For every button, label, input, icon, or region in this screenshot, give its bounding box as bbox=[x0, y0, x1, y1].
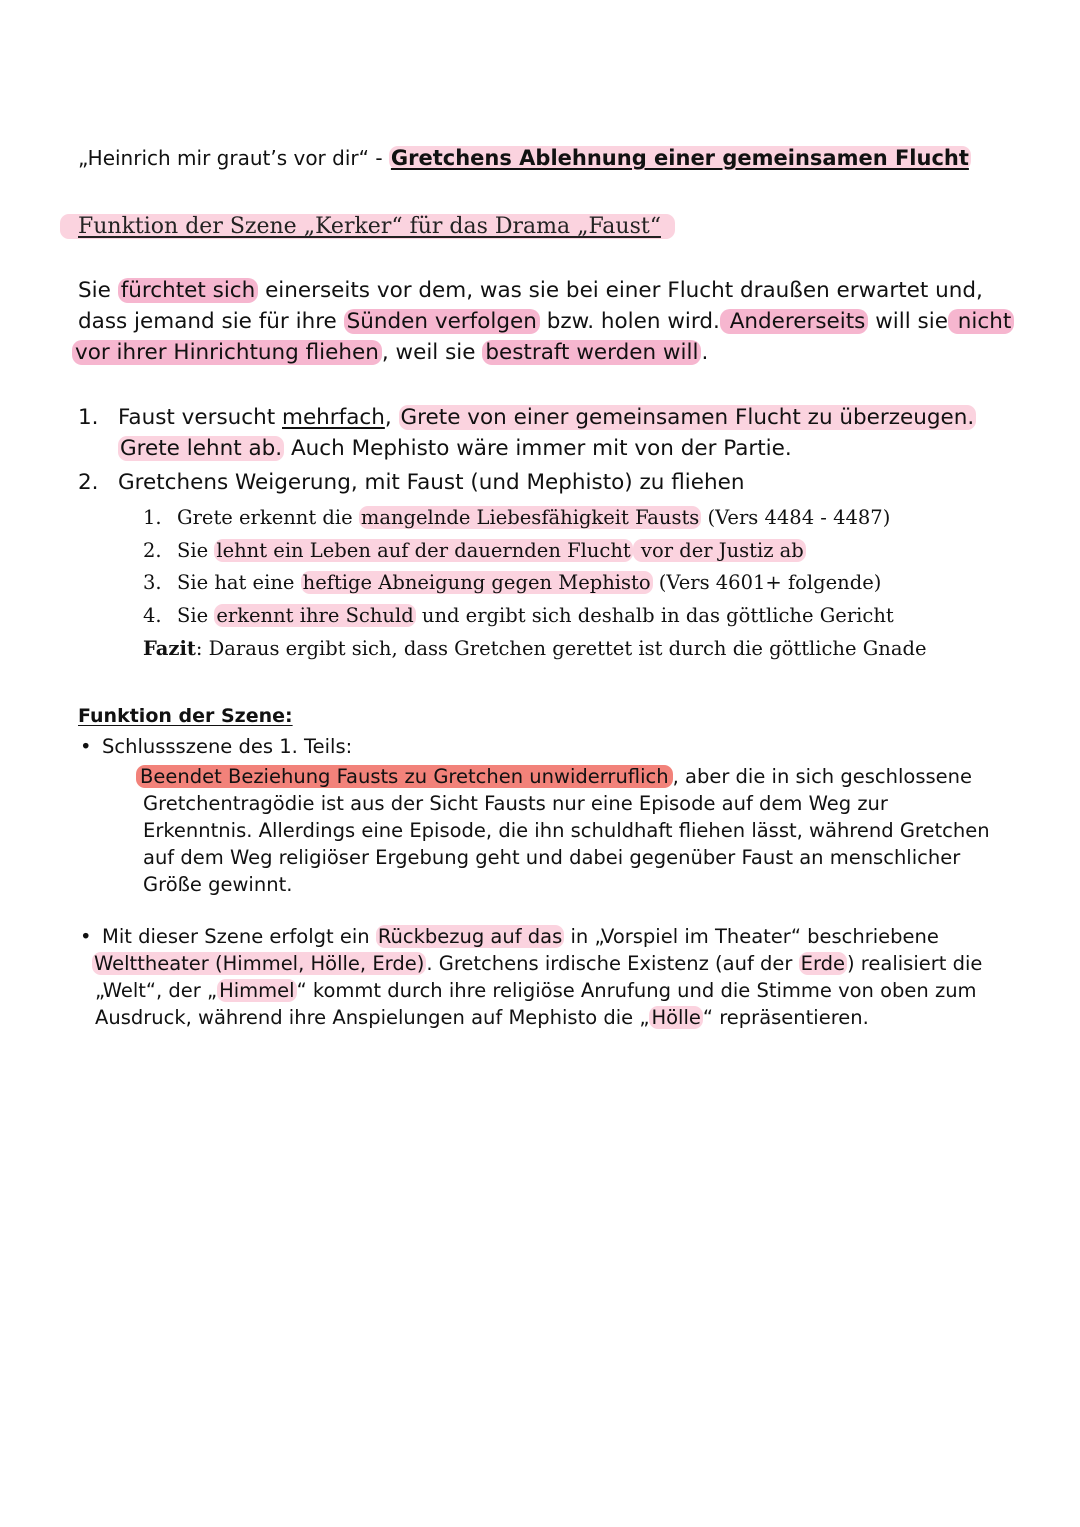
text: Sie bbox=[177, 539, 215, 562]
sublist-number: 4. bbox=[143, 604, 162, 627]
text: dass jemand sie für ihre bbox=[78, 309, 344, 334]
highlight: Andererseits bbox=[720, 309, 869, 334]
highlight: Rückbezug auf das bbox=[377, 925, 563, 948]
text: “ repräsentieren. bbox=[702, 1006, 869, 1029]
text: und ergibt sich deshalb in das göttliche Gericht bbox=[415, 604, 894, 627]
highlight: Hölle bbox=[651, 1006, 701, 1029]
bullet1-line2: Gretchentragödie ist aus der Sicht Fausts nur eine Episode auf dem Weg zur bbox=[143, 792, 888, 815]
sublist-item bbox=[143, 604, 894, 627]
text: Sie bbox=[177, 604, 215, 627]
highlight: bestraft werden will bbox=[482, 340, 701, 365]
text: Sie hat eine bbox=[177, 571, 301, 594]
text: „Welt“, der „ bbox=[95, 979, 218, 1002]
para1-line3 bbox=[72, 340, 708, 365]
highlight: Grete lehnt ab. bbox=[120, 436, 283, 461]
subtitle-line bbox=[60, 214, 675, 239]
highlight: Sünden verfolgen bbox=[344, 309, 540, 334]
highlight: Grete von einer gemeinsamen Flucht zu überzeugen. bbox=[400, 405, 975, 430]
list-number: 2. bbox=[78, 470, 99, 495]
text: will sie bbox=[868, 309, 948, 334]
sublist-number: 2. bbox=[143, 539, 162, 562]
text: , weil sie bbox=[381, 340, 483, 365]
sublist-item bbox=[143, 571, 881, 594]
text: in „Vorspiel im Theater“ beschriebene bbox=[564, 925, 939, 948]
bullet1-line1 bbox=[136, 765, 972, 788]
header-line bbox=[78, 146, 971, 170]
highlight: Beendet Beziehung Fausts zu Gretchen unwiderruflich bbox=[136, 765, 673, 788]
text: “ kommt durch ihre religiöse Anrufung und die Stimme von oben zum bbox=[296, 979, 977, 1002]
text: einerseits vor dem, was sie bei einer Flucht draußen erwartet und, bbox=[258, 278, 983, 303]
para1-line2 bbox=[78, 309, 1014, 334]
list-item bbox=[78, 470, 744, 495]
bullet-icon: • bbox=[80, 925, 92, 948]
bullet2-line1 bbox=[80, 925, 939, 948]
bullet1-line5: Größe gewinnt. bbox=[143, 873, 293, 896]
text: bzw. holen wird. bbox=[539, 309, 720, 334]
highlight: vor der Justiz ab bbox=[634, 539, 804, 562]
list-item bbox=[78, 405, 976, 430]
text: , bbox=[384, 405, 399, 430]
list-number: 1. bbox=[78, 405, 99, 430]
highlight: Welttheater (Himmel, Hölle, Erde) bbox=[94, 952, 425, 975]
para1-line1 bbox=[78, 278, 983, 303]
text: : Daraus ergibt sich, dass Gretchen gerettet ist durch die göttliche Gnade bbox=[195, 637, 927, 660]
highlight: vor ihrer Hinrichtung fliehen bbox=[72, 340, 382, 365]
highlight: fürchtet sich bbox=[118, 278, 259, 303]
funktion-heading: Funktion der Szene: bbox=[78, 705, 293, 727]
highlight: Himmel bbox=[219, 979, 295, 1002]
sublist-item bbox=[143, 539, 806, 562]
bullet1-line3: Erkenntnis. Allerdings eine Episode, die ihn schuldhaft fliehen lässt, während Gretchen bbox=[143, 819, 990, 842]
text: Auch Mephisto wäre immer mit von der Partie. bbox=[284, 436, 792, 461]
text: , aber die in sich geschlossene bbox=[672, 765, 972, 788]
highlight: Erde bbox=[800, 952, 845, 975]
subtitle: Funktion der Szene „Kerker“ für das Drama „Faust“ bbox=[60, 214, 675, 239]
text: Schlussszene des 1. Teils: bbox=[102, 735, 353, 758]
text: . Gretchens irdische Existenz (auf der bbox=[426, 952, 799, 975]
text: Ausdruck, während ihre Anspielungen auf Mephisto die „ bbox=[95, 1006, 650, 1029]
sublist-number: 3. bbox=[143, 571, 162, 594]
bullet-icon: • bbox=[80, 735, 92, 758]
sublist-number: 1. bbox=[143, 506, 162, 529]
highlight: erkennt ihre Schuld bbox=[216, 604, 414, 627]
text: (Vers 4601+ folgende) bbox=[652, 571, 882, 594]
header-title: Gretchens Ablehnung einer gemeinsamen Flucht bbox=[390, 146, 969, 170]
bullet-item-title bbox=[80, 735, 352, 758]
text: Sie bbox=[78, 278, 118, 303]
bullet1-line4: auf dem Weg religiöser Ergebung geht und dabei gegenüber Faust an menschlicher bbox=[143, 846, 961, 869]
header-quote: „Heinrich mir graut’s vor dir“ - bbox=[78, 146, 383, 170]
highlight: lehnt ein Leben auf der dauernden Flucht bbox=[216, 539, 631, 562]
underlined-text: mehrfach bbox=[282, 405, 385, 430]
highlight: mangelnde Liebesfähigkeit Fausts bbox=[360, 506, 700, 529]
highlight: heftige Abneigung gegen Mephisto bbox=[302, 571, 651, 594]
list-item-continued bbox=[118, 436, 792, 461]
bullet2-line3 bbox=[95, 979, 977, 1002]
fazit-line bbox=[143, 637, 927, 660]
sublist-item bbox=[143, 506, 890, 529]
highlight: nicht bbox=[948, 309, 1014, 334]
text: Grete erkennt die bbox=[177, 506, 359, 529]
bullet2-line4 bbox=[95, 1006, 869, 1029]
text: (Vers 4484 - 4487) bbox=[701, 506, 891, 529]
text: Mit dieser Szene erfolgt ein bbox=[102, 925, 376, 948]
text: ) realisiert die bbox=[847, 952, 983, 975]
fazit-label: Fazit bbox=[143, 637, 196, 660]
text: Gretchens Weigerung, mit Faust (und Mephisto) zu fliehen bbox=[118, 470, 745, 495]
bullet2-line2 bbox=[92, 952, 982, 975]
text: . bbox=[701, 340, 709, 365]
text: Faust versucht bbox=[118, 405, 282, 430]
